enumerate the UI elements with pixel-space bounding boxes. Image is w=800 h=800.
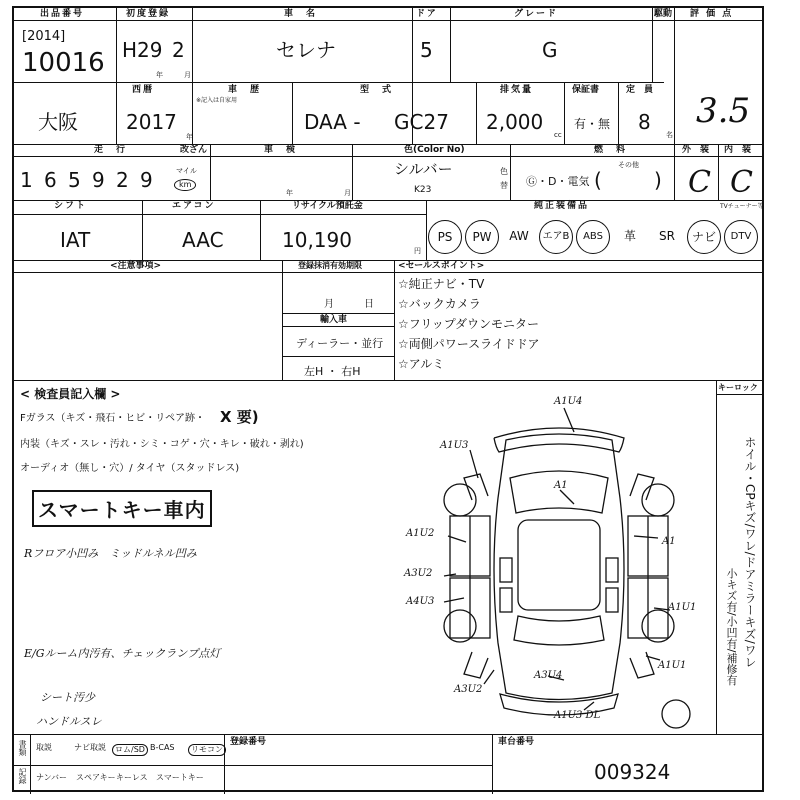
first-registration-month: 2 <box>172 38 185 62</box>
grade-label: グレード <box>514 9 559 19</box>
fuel-label: 燃 料 <box>594 145 628 155</box>
dealer-parallel: ディーラー・並行 <box>296 337 384 350</box>
reg-expiry-label: 登録抹消有効期限 <box>298 261 362 270</box>
car-damage-diagram <box>404 396 704 728</box>
equipment-item: ナビ <box>687 220 721 254</box>
side-note-vertical: ホイル・CPキズ/ワレ/ドアミラーキズ/ワレ <box>743 436 757 668</box>
steering-side: 左H ・ 右H <box>304 365 361 378</box>
damage-mark: A4U3 <box>406 596 435 607</box>
mileage-digit: 5 <box>68 168 81 192</box>
inspector-label: < 検査員記入欄 > <box>20 387 121 401</box>
damage-mark: A3U4 <box>534 670 563 681</box>
handwritten-smart-key-box: スマートキー車内 <box>32 490 212 527</box>
exterior-label: 外 装 <box>682 145 710 155</box>
first-registration-label: 初度登録 <box>126 9 171 19</box>
capacity-unit: 名 <box>666 131 673 139</box>
footer-record-item: スマートキー <box>156 773 204 782</box>
ac-value: AAC <box>182 228 224 252</box>
inspector-line-1-mark: X 要) <box>220 408 259 426</box>
mileage-digit: 1 <box>20 168 33 192</box>
sales-point: ☆両側パワースライドドア <box>398 337 540 351</box>
damage-mark: A3U2 <box>404 568 433 579</box>
interior-grade: C <box>730 165 753 200</box>
footer-doc-item: 取説 <box>36 743 52 752</box>
fuel-other: その他 <box>618 161 639 169</box>
inspection-month-unit: 月 <box>344 189 351 197</box>
first-registration-era: H29 <box>122 38 163 62</box>
equipment-item: PW <box>465 220 499 254</box>
mileage-label: 走 行 <box>94 145 128 155</box>
damage-mark: A1 <box>554 480 568 491</box>
mileage-digit: 9 <box>92 168 105 192</box>
equipment-item: ABS <box>576 220 610 254</box>
handwritten-note-3: シート汚少 <box>40 691 95 704</box>
capacity-label: 定 員 <box>626 85 654 95</box>
rating-value: 3.5 <box>696 91 751 131</box>
capacity-value: 8 <box>638 110 651 134</box>
model-year-unit: 年 <box>186 133 193 141</box>
doc-label: 書類 <box>18 740 27 756</box>
history-label: 車 歴 <box>228 85 262 95</box>
caution-label: <注意事項> <box>110 261 162 271</box>
damage-mark: A3U2 <box>454 684 483 695</box>
inspection-year-unit: 年 <box>286 189 293 197</box>
footer-record-item: ナンバー <box>36 773 68 782</box>
import-label: 輸入車 <box>320 315 348 325</box>
model-prefix: DAA - <box>304 110 361 134</box>
color-change-1: 色 <box>500 167 508 176</box>
footer-record-item: キーレス <box>116 773 148 782</box>
doors-value: 5 <box>420 38 433 62</box>
drive-label: 駆動 <box>654 9 673 19</box>
footer-record-item: スペアキー <box>76 773 116 782</box>
chassis-number: 009324 <box>594 760 671 784</box>
equipment-item: PS <box>428 220 462 254</box>
warranty-value: 有・無 <box>574 117 611 131</box>
handwritten-note-4: ハンドルスレ <box>36 715 102 728</box>
year-bracket: [2014] <box>22 29 66 44</box>
sales-point: ☆バックカメラ <box>398 297 481 311</box>
doors-label: ドア <box>416 9 438 19</box>
lot-number: 10016 <box>22 48 105 78</box>
inspector-line-3: オーディオ（無し・穴）/ タイヤ（スタッドレス) <box>20 463 240 474</box>
sales-point: ☆アルミ <box>398 357 445 371</box>
sales-label: <セールスポイント> <box>398 261 485 271</box>
recycle-label: リサイクル預託金 <box>292 201 363 211</box>
mileage-digit: 2 <box>116 168 129 192</box>
warranty-label: 保証書 <box>572 85 600 95</box>
sales-point: ☆純正ナビ・TV <box>398 277 485 291</box>
month-unit: 月 <box>184 71 191 79</box>
mileage-unit-mile: マイル <box>176 167 197 175</box>
color-change-2: 替 <box>500 181 508 190</box>
reg-number-label: 登録番号 <box>230 737 267 747</box>
displacement: 2,000 <box>486 110 544 134</box>
meter-label: 改ざん <box>180 145 208 155</box>
displacement-label: 排気量 <box>500 85 534 95</box>
damage-mark: A1U1 <box>668 602 697 613</box>
damage-mark: A1U3 DL <box>554 710 601 721</box>
exterior-grade: C <box>688 165 711 200</box>
damage-mark: A1U3 <box>440 440 469 451</box>
car-name-label: 車 名 <box>284 9 318 19</box>
cc-unit: cc <box>554 131 562 139</box>
damage-mark: A1U2 <box>406 528 435 539</box>
inspection-label: 車 検 <box>264 145 298 155</box>
yen-unit: 円 <box>414 247 421 255</box>
ac-label: エアコン <box>172 201 216 211</box>
damage-mark: A1 <box>662 536 676 547</box>
color-label: 色(Color No) <box>404 145 465 155</box>
damage-mark: A1U1 <box>658 660 687 671</box>
side-note-vertical-2: 小キズ有/小凹有/補修有 <box>725 568 738 686</box>
equipment-item: DTV <box>724 220 758 254</box>
auction-sheet: 出品番号 初度登録 車 名 ドア グレード 駆動 評 価 点 [2014] 10016 H29 2 年 月 セレナ 5 G 3.5 西暦 車 歴 ※記入は自家用 型 式 排気量 保証書 定 員 大阪 2017 年 DAA - GC27 2,000 cc 有・無 8 名 走 行 改ざん 車 検 色(Color No) 燃 料 外 装 内 装 1 6 5 9 2 9 マイル km 年 月 シルバー K23 色 替 Ⓖ・D・電気 その他 ( ) C C シフト エアコン リサイクル預託金 純正装備品 TVチューナー等 IAT AAC 10,190 円 PS PW AW エアB ABS 革 SR ナビ DTV <注意事項> 登録抹消有効期限 月 日 輸入車 ディーラー・並行 左H ・ 右H <セールスポイント> ☆純正ナビ・TV ☆バックカメラ ☆フリップダウンモニター ☆両側パワースライドドア ☆アルミ < 検査員記入欄 > Fガラス（キズ・飛石・ヒビ・リペア跡・ X 要) 内装（キズ・スレ・汚れ・シミ・コゲ・穴・キレ・破れ・剥れ) オーディオ（無し・穴）/ タイヤ（スタッドレス) スマートキー車内 Rフロア小凹み ミッドルネル凹み E/Gルーム内汚有、チェックランプ点灯 シート汚少 ハンドルスレ キーロック ホイル・CPキズ/ワレ/ドアミラーキズ/ワレ 小キズ有/小凹有/補修有 A1U4 A1U3 A1 A1 A1U2 A3U2 A4U3 A1U1 A1U1 A3U2 A3U4 A1U3 DL 書類 記録 取説 ナビ取説 ロム/SD B-CAS リモコン ナンバー スペアキー キーレス スマートキー 登録番号 車台番号 009324 <box>12 6 764 792</box>
mileage-digit: 6 <box>44 168 57 192</box>
sales-point: ☆フリップダウンモニター <box>398 317 539 331</box>
year-unit: 年 <box>156 71 163 79</box>
interior-label: 内 装 <box>724 145 752 155</box>
equipment-item: AW <box>509 229 529 243</box>
fuel-options: Ⓖ・D・電気 <box>526 175 590 188</box>
model-code: GC27 <box>394 110 449 134</box>
chassis-label: 車台番号 <box>498 737 535 747</box>
model-year: 2017 <box>126 110 177 134</box>
grade-value: G <box>542 38 558 62</box>
mileage-digit: 9 <box>140 168 153 192</box>
shift-label: シフト <box>54 201 88 211</box>
footer-doc-item: リモコン <box>188 744 226 756</box>
footer-doc-item: ナビ取説 <box>74 743 106 752</box>
color-code: K23 <box>414 185 432 195</box>
shift-value: IAT <box>60 228 91 252</box>
history-sub: ※記入は自家用 <box>196 97 238 104</box>
recycle-fee: 10,190 <box>282 228 352 252</box>
equipment-item: 革 <box>623 229 636 243</box>
mileage-unit-km: km <box>174 179 196 191</box>
record-label: 記録 <box>18 768 27 784</box>
car-name: セレナ <box>276 38 336 62</box>
location: 大阪 <box>38 110 78 134</box>
model-year-label: 西暦 <box>132 85 155 95</box>
lot-number-label: 出品番号 <box>40 9 85 19</box>
equipment-item: SR <box>659 229 675 243</box>
keylock-label: キーロック <box>718 383 758 392</box>
equipment-item: エアB <box>539 220 573 254</box>
model-label: 型 式 <box>360 85 394 95</box>
handwritten-note-1: Rフロア小凹み ミッドルネル凹み <box>24 547 197 560</box>
footer-doc-item: ロム/SD <box>112 744 148 756</box>
rating-label: 評 価 点 <box>690 9 734 19</box>
inspector-line-1: Fガラス（キズ・飛石・ヒビ・リペア跡・ <box>20 413 206 424</box>
color-value: シルバー <box>394 160 453 178</box>
inspector-line-2: 内装（キズ・スレ・汚れ・シミ・コゲ・穴・キレ・破れ・剥れ) <box>20 439 304 450</box>
handwritten-note-2: E/Gルーム内汚有、チェックランプ点灯 <box>24 647 221 660</box>
equipment-label: 純正装備品 <box>534 201 590 211</box>
damage-mark: A1U4 <box>554 396 583 407</box>
reg-expiry-date: 月 日 <box>324 299 374 310</box>
tuner-label: TVチューナー等 <box>720 203 764 210</box>
footer-doc-item: B-CAS <box>150 743 175 752</box>
